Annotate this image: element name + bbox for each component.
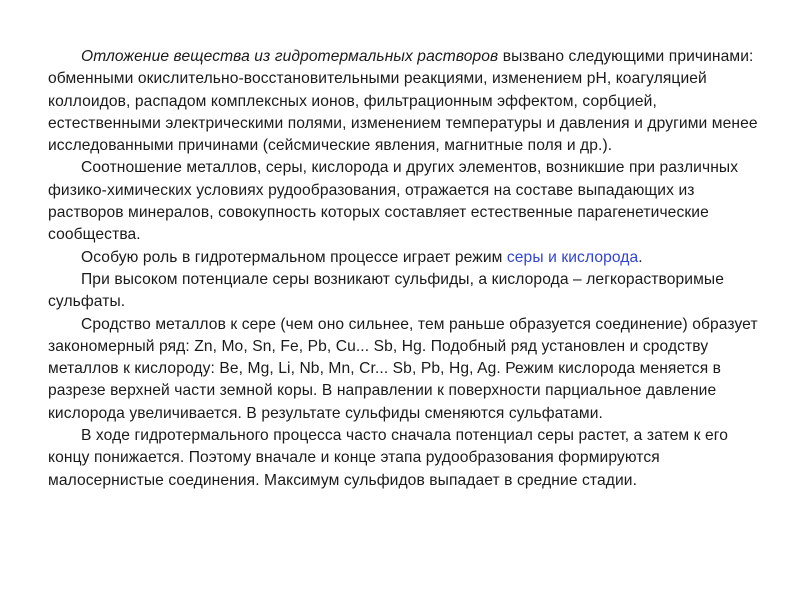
paragraph-text: Особую роль в гидротермальном процессе играет режим	[81, 248, 507, 266]
paragraph-text-tail: .	[638, 248, 643, 266]
paragraph-text: В ходе гидротермального процесса часто сначала потенциал серы растет, а затем к его концу понижается. Поэтому вначале и конце этапа рудообразования формируются малосернистые соединения. Максимум сульфидов выпадает в средние стадии.	[48, 427, 728, 489]
paragraph-element-ratios	[48, 157, 768, 246]
paragraph-text: При высоком потенциале серы возникают сульфиды, а кислорода – легкорастворимые сульфаты.	[48, 270, 725, 311]
paragraph-sulfur-oxygen-regime	[48, 247, 768, 269]
highlight-sulfur-oxygen: серы и кислорода	[506, 248, 639, 266]
paragraph-sulfur-potential	[48, 425, 768, 492]
paragraph-sulfides-sulfates	[48, 269, 768, 314]
italic-lead-phrase: Отложение вещества из гидротермальных растворов	[81, 48, 499, 65]
paragraph-text: вызвано следующими причинами: обменными окислительно-восстановительными реакциями, изменением рН, коагуляцией коллоидов, распадом комплексных ионов, фильтрационным эффектом, сорбцией, естественными электрическими полями, изменением температуры и давления и другими менее исследованными причинами (сейсмические явления, магнитные поля и др.).	[48, 48, 758, 155]
paragraph-metal-affinity	[48, 314, 768, 425]
paragraph-hydrothermal-deposition	[48, 46, 768, 157]
text-body	[48, 46, 768, 492]
paragraph-text: Соотношение металлов, серы, кислорода и других элементов, возникшие при различных физико-химических условиях рудообразования, отражается на составе выпадающих из растворов минералов, совокупность которых составляет естественные парагенетические сообщества.	[48, 159, 739, 244]
paragraph-text: Сродство металлов к сере (чем оно сильнее, тем раньше образуется соединение) образует закономерный ряд: Zn, Mo, Sn, Fe, Pb, Cu... Sb, Hg. Подобный ряд установлен и сродству металлов к кислороду: Be, Mg, Li, Nb, Mn, Cr... Sb, Pb, Hg, Ag. Режим кислорода меняется в разрезе верхней части земной коры. В направлении к поверхности парциальное давление кислорода увеличивается. В результате сульфиды сменяются сульфатами.	[48, 315, 758, 422]
